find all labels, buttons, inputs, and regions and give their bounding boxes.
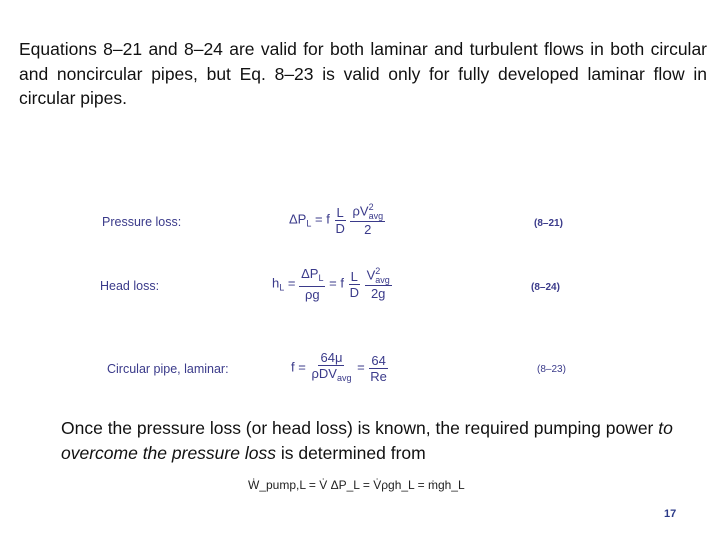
head-loss-equation: $h_L$ = $\frac{\Delta P_L}{\rho g}$ = f $\frac{L}{D}$ V 2 avg 2g — [272, 266, 390, 302]
equation-number-8-24: (8–24) — [531, 282, 560, 293]
equation-number-8-23: (8–23) — [537, 364, 566, 375]
page-number: 17 — [664, 508, 677, 520]
pumping-power-equation: Ẇ_pump,L = V̇ ΔP_L = V̇ρgh_L = ṁgh_L — [248, 478, 465, 492]
equation-number-8-21: (8–21) — [534, 218, 563, 229]
head-loss-label: Head loss: — [100, 279, 160, 293]
circular-pipe-laminar-equation: f = $\frac{64\mu}{\rho DV_{avg}}$ = $\frac{64}{Re}$ — [291, 350, 387, 384]
pressure-loss-label: Pressure loss: — [102, 215, 182, 229]
outro-paragraph: Once the pressure loss (or head loss) is known, the required pumping power to overcome the pressure loss is determined from — [61, 418, 673, 463]
pressure-loss-equation: $\Delta P_L = f$ $\frac{L}{D}$ ρV 2 avg 2 — [289, 202, 384, 237]
intro-paragraph: Equations 8–21 and 8–24 are valid for both laminar and turbulent flows in both circular and noncircular pipes, but Eq. 8–23 is valid only for fully developed laminar flow in circular pipes. — [19, 39, 707, 108]
circular-pipe-laminar-label: Circular pipe, laminar: — [107, 362, 229, 376]
